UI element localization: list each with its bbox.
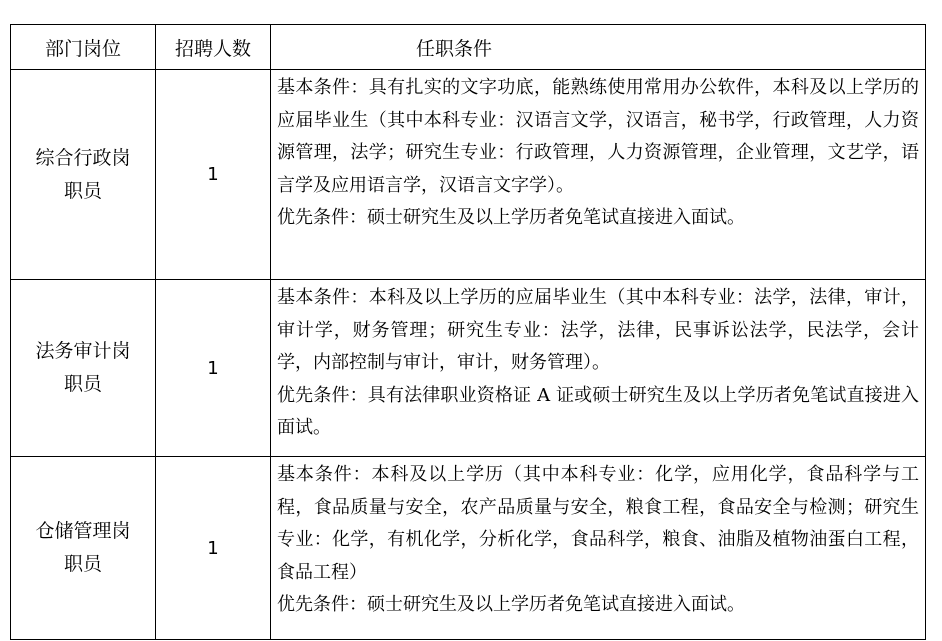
requirements-cell [271,457,926,640]
header-department: 部门岗位 [11,25,156,70]
table-row [11,70,926,280]
headcount-cell: 1 [156,457,271,640]
department-cell [11,280,156,457]
header-requirements: 任职条件 [271,25,926,70]
basic-requirements: 基本条件：本科及以上学历的应届毕业生（其中本科专业：法学，法律，审计，审计学，财务管理；研究生专业：法学，法律，民事诉讼法学，民法学，会计学，内部控制与审计，审计，财务管理）。 [277,287,919,374]
department-name: 综合行政岗 [35,146,131,169]
department-role: 职员 [63,553,102,575]
department-name: 法务审计岗 [35,340,131,362]
priority-requirements: 优先条件：硕士研究生及以上学历者免笔试直接进入面试。 [277,207,745,229]
department-cell [11,457,156,640]
department-cell [11,70,156,280]
department-name: 仓储管理岗 [35,520,131,542]
headcount-cell: 1 [156,70,271,280]
table-row [11,280,926,457]
requirements-cell [271,70,926,280]
basic-requirements: 基本条件：具有扎实的文字功底，能熟练使用常用办公软件，本科及以上学历的应届毕业生（其中本科专业：汉语言文学，汉语言，秘书学，行政管理，人力资源管理，法学；研究生专业：行政管理，人力资源管理，企业管理，文艺学，语言学及应用语言学，汉语言文字学）。 [277,77,919,196]
headcount-cell: 1 [156,280,271,457]
requirements-cell [271,280,926,457]
basic-requirements: 基本条件：本科及以上学历（其中本科专业：化学，应用化学，食品科学与工程，食品质量与安全，农产品质量与安全，粮食工程，食品安全与检测；研究生专业：化学，有机化学，分析化学，食品科学，粮食、油脂及植物油蛋白工程，食品工程） [277,464,919,583]
recruitment-table [10,24,926,640]
priority-requirements: 优先条件：具有法律职业资格证 A 证或硕士研究生及以上学历者免笔试直接进入面试。 [277,384,919,439]
priority-requirements: 优先条件：硕士研究生及以上学历者免笔试直接进入面试。 [277,594,745,616]
header-headcount: 招聘人数 [156,25,271,70]
department-role: 职员 [63,373,102,395]
table-row [11,457,926,640]
header-row [11,25,926,70]
department-role: 职员 [63,179,102,202]
